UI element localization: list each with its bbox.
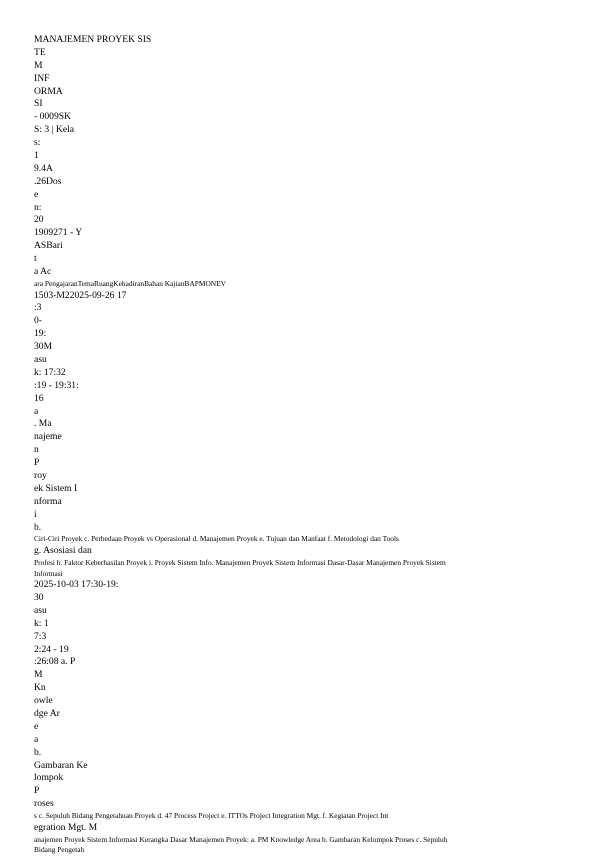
- document-text: [34, 34, 549, 856]
- text-line: . Ma: [34, 418, 52, 430]
- text-line: P: [34, 457, 40, 469]
- text-line: a: [34, 733, 39, 745]
- text-line: S: 3 | Kela: [34, 124, 75, 136]
- text-line: 16: [34, 392, 44, 404]
- text-line: asu: [34, 604, 47, 616]
- text-line: SI: [34, 98, 43, 110]
- text-line: 1: [34, 150, 39, 162]
- text-line: MANAJEMEN PROYEK SIS: [34, 34, 152, 45]
- text-line: .26Dos: [34, 175, 62, 187]
- text-line: n:: [34, 201, 42, 213]
- text-line: 7:3: [34, 630, 47, 642]
- text-line: M: [34, 669, 43, 681]
- text-line: Gambaran Ke: [34, 759, 88, 771]
- text-line: :3: [34, 302, 42, 314]
- text-line: g. Asosiasi dan: [34, 545, 92, 557]
- text-line: b.: [34, 746, 42, 758]
- text-line: ek Sistem I: [34, 482, 78, 494]
- text-line: s:: [34, 137, 41, 149]
- text-line: a Ac: [34, 266, 52, 278]
- text-line: M: [34, 59, 43, 71]
- text-line: a: [34, 405, 39, 417]
- text-line: k: 17:32: [34, 366, 66, 378]
- text-line: roy: [34, 469, 47, 481]
- text-line: Ciri-Ciri Proyek c. Perbedaan Proyek vs Operasional d. Manajemen Proyek e. Tujuan dan Manfaat f. Metodologi dan Tools: [34, 534, 399, 544]
- text-line: Profesi h. Faktor Keberhasilan Proyek i. Proyek Sistem Info. Manajemen Proyek Sistem Informasi Dasar-Dasar Manajemen Proyek Sistem: [34, 557, 446, 567]
- text-line: n: [34, 444, 39, 456]
- text-line: P: [34, 785, 40, 797]
- text-line: owle: [34, 695, 53, 707]
- text-line: najeme: [34, 431, 62, 443]
- text-line: ASBari: [34, 240, 63, 252]
- text-line: asu: [34, 353, 47, 365]
- text-line: Kn: [34, 682, 46, 694]
- text-line: nforma: [34, 495, 62, 507]
- text-line: 2025-10-03 17:30-19:: [34, 579, 119, 591]
- text-line: 19:: [34, 328, 47, 340]
- text-line: anajemen Proyek Sistem Informasi Kerangka Dasar Manajemen Proyek: a. PM Knowledge Area b. Gambaran Kelompok Proses c. Sepuluh: [34, 834, 448, 844]
- text-line: - 0009SK: [34, 111, 72, 123]
- text-line: b.: [34, 521, 42, 533]
- text-line: 1909271 - Y: [34, 227, 83, 239]
- text-line: t: [34, 253, 37, 265]
- text-line: s c. Sepuluh Bidang Pengetahuan Proyek d. 47 Process Project e. ITTOs Project Integration Mgt. f. Kegiatan Project Int: [34, 811, 389, 821]
- text-line: 30M: [34, 341, 53, 353]
- text-line: Bidang Pengetah: [34, 845, 85, 855]
- text-line: TE: [34, 46, 46, 58]
- text-line: i: [34, 508, 37, 520]
- text-line: 2:24 - 19: [34, 643, 69, 655]
- text-line: dge Ar: [34, 708, 60, 720]
- text-line: roses: [34, 798, 54, 810]
- text-line: e: [34, 188, 39, 200]
- text-line: Informasi: [34, 568, 63, 578]
- text-line: 1503-M22025-09-26 17: [34, 289, 127, 301]
- text-line: 0-: [34, 315, 42, 327]
- text-line: egration Mgt. M: [34, 821, 98, 833]
- text-line: ORMA: [34, 85, 63, 97]
- text-line: :19 - 19:31:: [34, 379, 79, 391]
- text-line: ara PengajaranTemaRuangKehadiranBahan KajianBAPMONEV: [34, 278, 226, 288]
- text-line: 30: [34, 592, 44, 603]
- text-line: lompok: [34, 772, 64, 784]
- text-line: e: [34, 720, 39, 732]
- text-line: 20: [34, 214, 44, 226]
- text-line: :26:08 a. P: [34, 656, 76, 668]
- text-line: INF: [34, 72, 50, 84]
- text-line: 9.4A: [34, 162, 53, 174]
- text-line: k: 1: [34, 617, 49, 629]
